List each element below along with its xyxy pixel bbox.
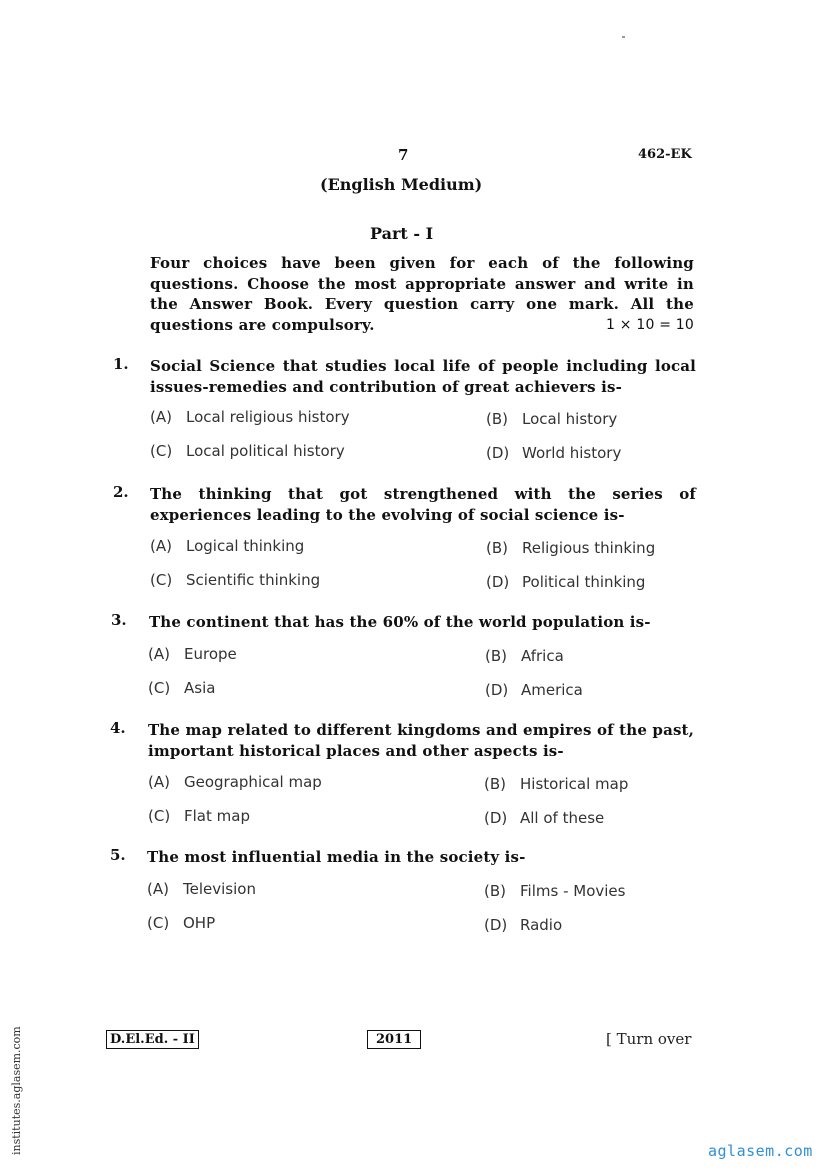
option-label: (A) xyxy=(148,773,170,791)
option-label: (B) xyxy=(485,647,507,665)
option-a xyxy=(150,408,350,426)
option-text: Local religious history xyxy=(186,408,350,426)
option-b xyxy=(484,775,628,793)
option-label: (C) xyxy=(147,914,170,932)
option-text: Geographical map xyxy=(184,773,322,791)
page-number: 7 xyxy=(398,146,409,164)
option-c xyxy=(150,442,345,460)
option-b xyxy=(484,882,625,900)
option-label: (A) xyxy=(147,880,169,898)
option-d xyxy=(486,573,645,591)
option-text: Local political history xyxy=(186,442,345,460)
question-text: Social Science that studies local life of people including local issues-remedies and contribution of great achievers is- xyxy=(150,357,696,396)
part-heading: Part - I xyxy=(370,224,434,243)
option-d xyxy=(484,809,604,827)
question-text: The map related to different kingdoms and empires of the past, important historical places and other aspects is- xyxy=(148,721,694,760)
question-number: 5. xyxy=(110,846,126,864)
option-label: (C) xyxy=(150,571,173,589)
option-label: (C) xyxy=(148,807,171,825)
option-b xyxy=(485,647,564,665)
option-c xyxy=(147,914,215,932)
option-a xyxy=(148,645,237,663)
option-label: (D) xyxy=(484,916,508,934)
option-b xyxy=(486,410,617,428)
question-number: 3. xyxy=(111,611,127,629)
option-text: Africa xyxy=(521,647,564,665)
year-box: 2011 xyxy=(367,1030,421,1049)
option-label: (D) xyxy=(486,573,510,591)
option-d xyxy=(484,916,562,934)
option-text: America xyxy=(521,681,583,699)
option-text: Religious thinking xyxy=(522,539,656,557)
turn-over-label: [ Turn over xyxy=(606,1030,692,1048)
option-text: World history xyxy=(522,444,622,462)
option-c xyxy=(148,679,215,697)
option-text: Scientific thinking xyxy=(186,571,321,589)
question-text: The most influential media in the society is- xyxy=(147,848,526,866)
option-label: (C) xyxy=(150,442,173,460)
option-label: (D) xyxy=(486,444,510,462)
option-label: (D) xyxy=(485,681,509,699)
medium-heading: (English Medium) xyxy=(320,175,483,194)
option-text: Historical map xyxy=(520,775,629,793)
paper-code: 462-EK xyxy=(638,147,692,162)
scan-speck xyxy=(622,36,625,38)
question-number: 2. xyxy=(113,483,129,501)
option-label: (A) xyxy=(150,408,172,426)
option-label: (B) xyxy=(484,775,506,793)
instructions-text: Four choices have been given for each of the following questions. Choose the most appropriate answer and write in the Answer Book. Every question carry one mark. All the questions are compulsory. xyxy=(150,254,694,334)
option-d xyxy=(485,681,583,699)
question-number: 4. xyxy=(110,719,126,737)
option-text: Asia xyxy=(184,679,216,697)
option-label: (B) xyxy=(486,410,508,428)
option-text: All of these xyxy=(520,809,605,827)
instructions xyxy=(150,253,694,335)
marks-allocation: 1 × 10 = 10 xyxy=(606,316,694,333)
option-text: OHP xyxy=(183,914,216,932)
option-b xyxy=(486,539,655,557)
option-label: (A) xyxy=(150,537,172,555)
option-a xyxy=(147,880,256,898)
watermark: aglasem.com xyxy=(708,1142,813,1160)
option-c xyxy=(150,571,320,589)
option-label: (D) xyxy=(484,809,508,827)
option-text: Television xyxy=(183,880,256,898)
question-text: The continent that has the 60% of the world population is- xyxy=(149,613,651,631)
option-label: (B) xyxy=(484,882,506,900)
option-text: Logical thinking xyxy=(186,537,305,555)
option-text: Political thinking xyxy=(522,573,646,591)
option-label: (A) xyxy=(148,645,170,663)
option-text: Radio xyxy=(520,916,563,934)
option-label: (C) xyxy=(148,679,171,697)
question-number: 1. xyxy=(113,355,129,373)
option-text: Flat map xyxy=(184,807,250,825)
option-d xyxy=(486,444,621,462)
option-a xyxy=(148,773,322,791)
option-label: (B) xyxy=(486,539,508,557)
side-url-text: institutes.aglasem.com xyxy=(10,1026,23,1155)
option-text: Europe xyxy=(184,645,237,663)
option-a xyxy=(150,537,304,555)
option-c xyxy=(148,807,250,825)
option-text: Local history xyxy=(522,410,618,428)
question-text: The thinking that got strengthened with the series of experiences leading to the evolving of social science is- xyxy=(150,485,696,524)
option-text: Films - Movies xyxy=(520,882,626,900)
course-code-box: D.El.Ed. - II xyxy=(106,1030,199,1049)
